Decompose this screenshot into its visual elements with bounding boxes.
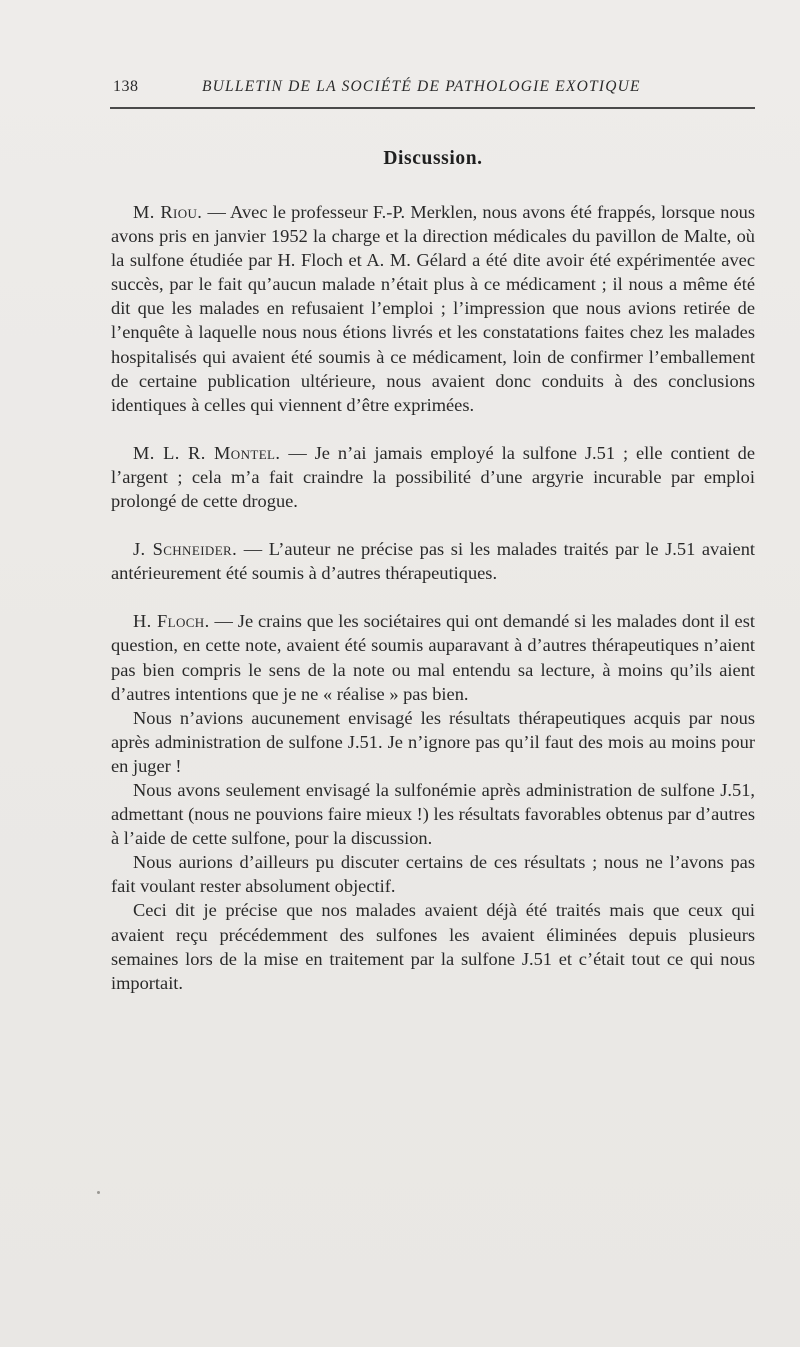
ink-speck: [97, 1191, 100, 1194]
paragraph-floch-2: [111, 706, 755, 778]
running-header: [110, 76, 755, 102]
discussion-body: [111, 200, 755, 995]
paragraph-montel: [111, 441, 755, 513]
speaker-riou: M. Riou.: [133, 202, 203, 222]
paragraph-schneider: [111, 537, 755, 585]
speaker-schneider: J. Schneider.: [133, 539, 238, 560]
paragraph-floch-3: [111, 778, 755, 850]
paragraph-text: Ceci dit je précise que nos malades avaient déjà été traités mais que ceux qui avaient reçu précédemment des sulfones les avaient éliminées depuis plusieurs semaines lors de la mise en traitement par la sulfone J.51 et c’était tout ce qui nous importait.: [111, 900, 755, 993]
header-rule: [110, 107, 755, 109]
paragraph-floch-4: [111, 850, 755, 898]
paragraph-text: Nous avons seulement envisagé la sulfonémie après administration de sulfone J.51, admettant (nous ne pouvions faire mieux !) les résultats favorables obtenus par d’autres à l’aide de cette sulfone, pour la discussion.: [111, 779, 755, 849]
page-number: 138: [113, 78, 139, 95]
section-title: Discussion.: [383, 148, 483, 169]
paragraph-text: — Je crains que les sociétaires qui ont demandé si les malades dont il est question, en cette note, avaient été soumis auparavant à d’autres thérapeutiques n’aient pas bien compris le sens de la note ou mal entendu sa lecture, à moins qu’ils aient d’autres intentions que je ne « réalise » pas bien.: [111, 611, 755, 704]
paragraph-riou: [111, 200, 755, 417]
speaker-montel: M. L. R. Montel.: [133, 442, 281, 463]
journal-title: BULLETIN DE LA SOCIÉTÉ DE PATHOLOGIE EXOTIQUE: [202, 78, 641, 95]
paragraph-text: — L’auteur ne précise pas si les malades traités par le J.51 avaient antérieurement été soumis à d’autres thérapeutiques.: [111, 539, 755, 584]
paragraph-text: — Je n’ai jamais employé la sulfone J.51 ; elle contient de l’argent ; cela m’a fait craindre la possibilité d’une argyrie incurable par emploi prolongé de cette drogue.: [111, 442, 755, 512]
paragraph-floch-5: [111, 898, 755, 994]
paragraph-text: Nous n’avions aucunement envisagé les résultats thérapeutiques acquis par nous après administration de sulfone J.51. Je n’ignore pas qu’il faut des mois au moins pour en juger !: [111, 707, 755, 776]
speaker-floch: H. Floch.: [133, 611, 210, 632]
paragraph-text: — Avec le professeur F.-P. Merklen, nous avons été frappés, lorsque nous avons pris en janvier 1952 la charge et la direction médicales du pavillon de Malte, où la sulfone étudiée par H. Floch et A. M. Gélard a été dite avoir été expérimentée avec succès, par le fait qu’aucun malade n’était plus à ce médicament ; il nous a même été dit que les malades en refusaient l’emploi ; l’impression que nous avions retirée de l’enquête à laquelle nous nous étions livrés et les constatations faites chez les malades hospitalisés qui avaient été soumis à ce médicament, loin de confirmer l’emballement de certaine publication ultérieure, nous avaient donc conduits à des conclusions identiques à celles qui viennent d’être exprimées.: [111, 202, 756, 415]
paragraph-floch: [111, 609, 755, 705]
paragraph-text: Nous aurions d’ailleurs pu discuter certains de ces résultats ; nous ne l’avons pas fait voulant rester absolument objectif.: [111, 852, 755, 897]
